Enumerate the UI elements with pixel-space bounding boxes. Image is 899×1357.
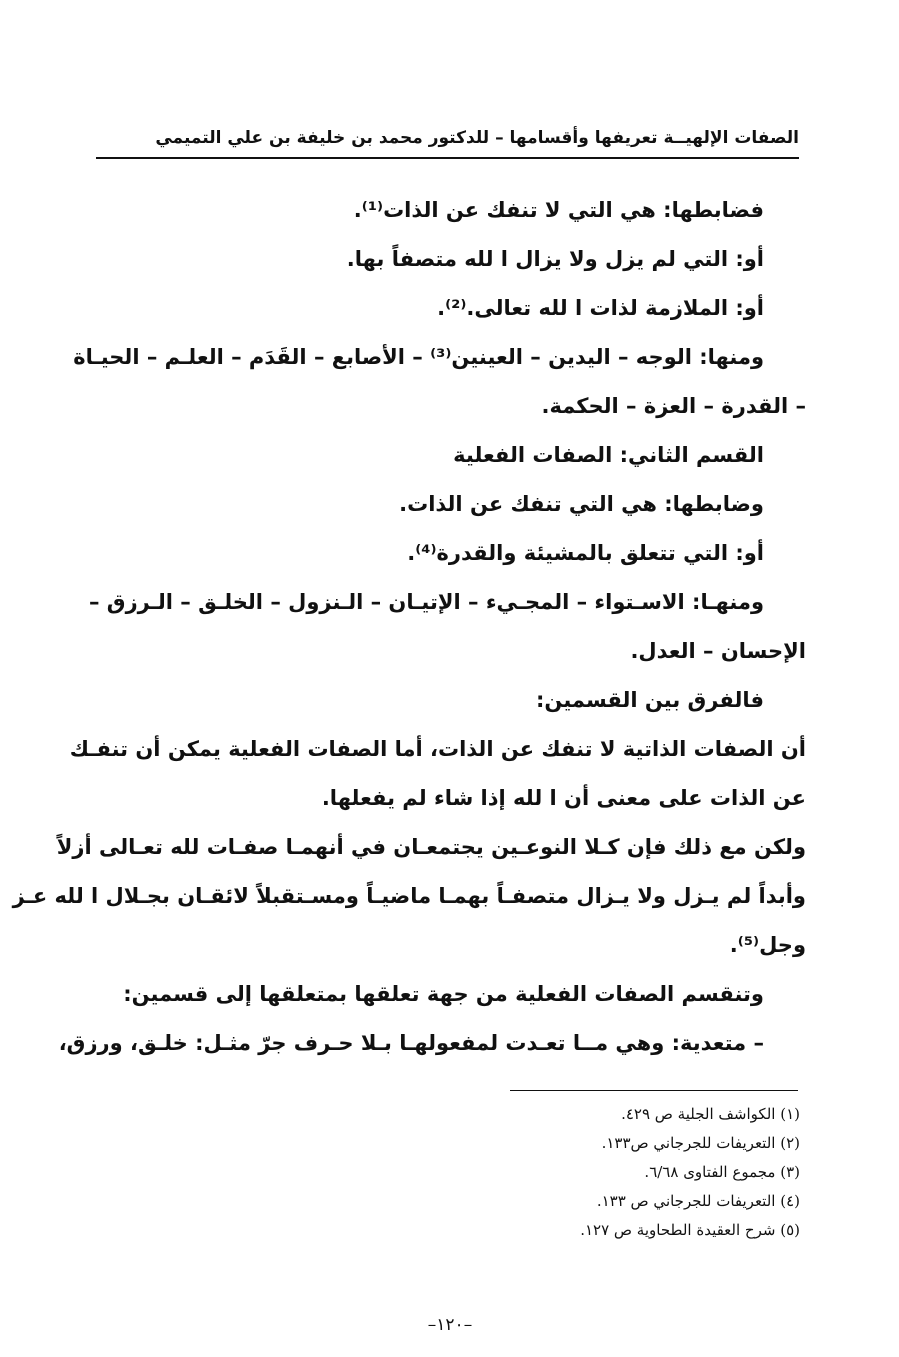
footnote: (٥) شرح العقيدة الطحاوية ص ١٢٧. (580, 1221, 800, 1239)
page-number: –١٢٠– (427, 1315, 473, 1335)
main-text (12, 186, 806, 1068)
footnote: (٤) التعريفات للجرجاني ص ١٣٣. (596, 1192, 800, 1210)
text-line: – متعدية: وهي مــا تعـدت لمفعولهـا بـلا حـرف جرّ مثـل: خلـق، ورزق، (58, 1031, 764, 1055)
text-line: وجل⁽⁵⁾. (729, 933, 806, 957)
text-line: وضابطها: هي التي تنفك عن الذات. (399, 492, 764, 516)
text-line: وتنقسم الصفات الفعلية من جهة تعلقها بمتعلقها إلى قسمين: (123, 982, 764, 1006)
running-header: الصفات الإلهيــة تعريفها وأقسامها – للدكتور محمد بن خليفة بن علي التميمي (155, 128, 799, 148)
text-line: – القدرة – العزة – الحكمة. (541, 394, 806, 418)
text-line: وأبداً لم يـزل ولا يـزال متصفـاً بهمـا ماضيـاً ومسـتقبلاً لائقـان بجـلال ا لله عـز (12, 884, 806, 908)
text-line: فالفرق بين القسمين: (536, 688, 764, 712)
text-line: الإحسان – العدل. (630, 639, 806, 663)
text-line: ومنهـا: الاسـتواء – المجـيء – الإتيـان – الـنزول – الخلـق – الـرزق – (88, 590, 764, 614)
text-line: أو: التي لم يزل ولا يزال ا لله متصفاً بها. (346, 247, 764, 271)
text-line: أو: التي تتعلق بالمشيئة والقدرة⁽⁴⁾. (407, 541, 764, 565)
footnote: (١) الكواشف الجلية ص ٤٢٩. (621, 1105, 800, 1123)
text-line: ولكن مع ذلك فإن كـلا النوعـين يجتمعـان في أنهمـا صفـات لله تعـالى أزلاً (56, 835, 806, 859)
text-line: أو: الملازمة لذات ا لله تعالى.⁽²⁾. (437, 296, 764, 320)
footnotes (420, 1100, 800, 1245)
section-heading: القسم الثاني: الصفات الفعلية (453, 443, 764, 467)
footnote: (٣) مجموع الفتاوى ٦/٦٨. (644, 1163, 800, 1181)
text-line: فضابطها: هي التي لا تنفك عن الذات⁽¹⁾. (353, 198, 764, 222)
text-line: أن الصفات الذاتية لا تنفك عن الذات، أما الصفات الفعلية يمكن أن تنفـك (69, 737, 806, 761)
text-line: عن الذات على معنى أن ا لله إذا شاء لم يفعلها. (321, 786, 806, 810)
text-line: ومنها: الوجه – اليدين – العينين⁽³⁾ – الأصابع – القَدَم – العلـم – الحيـاة (73, 345, 764, 369)
footnote-rule (510, 1090, 798, 1091)
header-rule (96, 157, 799, 159)
footnote: (٢) التعريفات للجرجاني ص١٣٣. (601, 1134, 800, 1152)
